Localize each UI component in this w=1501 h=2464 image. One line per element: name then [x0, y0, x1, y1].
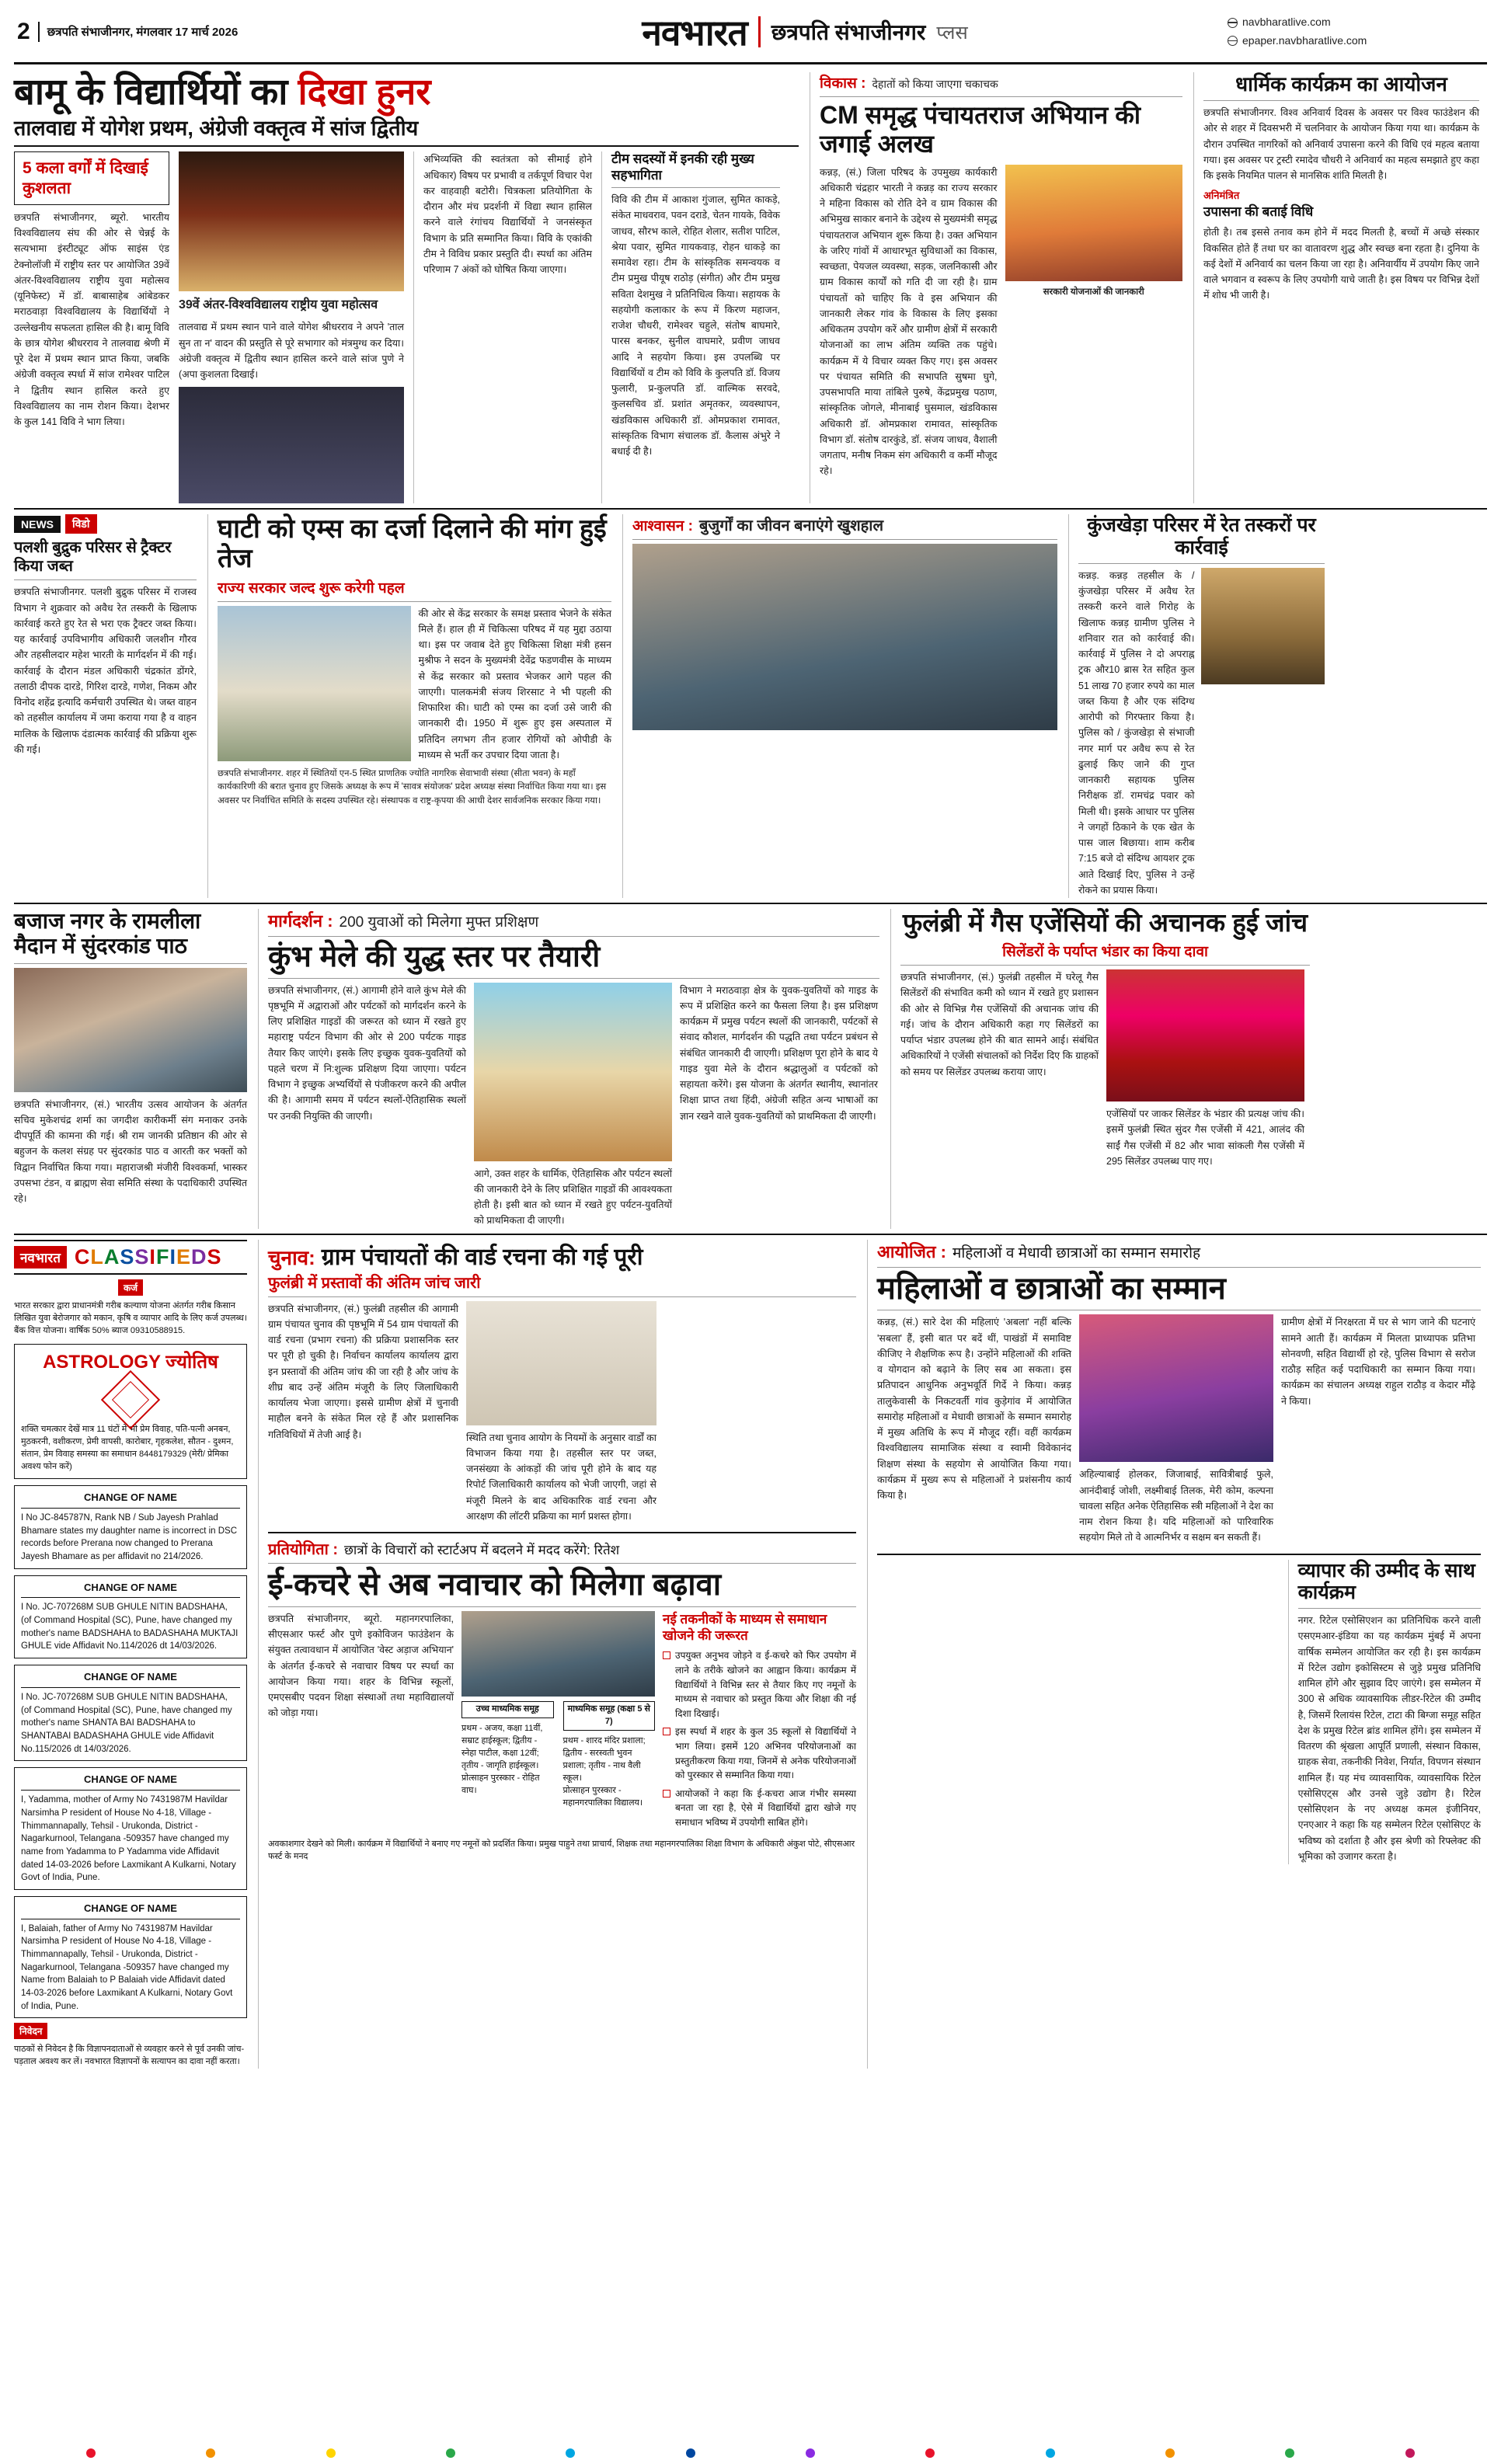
kumbh-kicker [268, 909, 879, 932]
ad-text: I No JC-845787N, Rank NB / Sub Jayesh Prahlad Bhamare states my daughter name is incorrect in DSC records before Prerana now changed to Prerana Jayesh Bhamare as per affidavit no 214/2026. [21, 1512, 238, 1561]
notice-tag: निवेदन [14, 2023, 47, 2039]
change-of-name-ad [14, 1896, 247, 2019]
ewaste-bullet-list [663, 1648, 856, 1829]
color-dot [1405, 2448, 1415, 2458]
ad-text: I, Balaiah, father of Army No 7431987M Havildar Narsimha P resident of House No 4-18, Village - Thimmannapally, Tehsil - Urukonda, District - Nagarkurnool, Telangana -509357 have changed my Name from Balaiah to P Balaiah vide Affidavit dated 14-03-2026 before Laxmikant A Kulkarni, Notary Govt of India, Pune. [21, 1923, 233, 2011]
ewaste-award-secondary [563, 1701, 656, 1810]
panchayat-kicker: चुनाव: [268, 1245, 315, 1269]
women-photo [1079, 1314, 1273, 1462]
list-item: इस स्पर्धा में शहर के कुल 35 स्कूलों से विद्यार्थियों ने भाग लिया। इसमें 120 अभिनव परियोजनाओं का प्रस्तुतीकरण किया गया, जिनमें से अनेक परियोजनाओं को पुरस्कार से सम्मानित किया गया। [663, 1724, 856, 1782]
award-group-extra: प्रोत्साहन पुरस्कार - रोहित वाघ। [461, 1773, 540, 1795]
news-chip: NEWS [14, 516, 61, 533]
classifieds-brand: नवभारत [14, 1246, 67, 1269]
ghati-photo [218, 606, 411, 761]
page-number: 2 [17, 19, 30, 44]
sand-photo [1201, 568, 1325, 684]
trade-row [877, 1560, 1481, 1865]
color-dot [326, 2448, 336, 2458]
cm-photo-caption: सरकारी योजनाओं की जानकारी [1043, 287, 1144, 297]
cm-kicker-text: देहातों को किया जाएगा चकाचक [872, 78, 998, 90]
kumbh-story [258, 909, 879, 1229]
masthead-websites [1228, 13, 1484, 50]
trade-spacer [877, 1560, 1279, 1865]
cm-headline: CM समृद्ध पंचायतराज अभियान की जगाई अलख [820, 101, 1141, 158]
ewaste-right-head: नई तकनीकों के माध्यम से समाधान खोजने की जरूरत [663, 1611, 827, 1644]
panchayat-photo [466, 1301, 656, 1425]
gas-body1: छत्रपति संभाजीनगर, (सं.) फुलंब्री तहसील में घरेलू गैस सिलेंडरों की संभावित कमी को ध्यान में रखते हुए प्रशासन की ओर से विभिन्न गैस एजेंसियों की अचानक जांच की गई। जांच के दौरान अधिकारी कहा गए सिलेंडरों का पर्याप्त भंडार उपलब्ध होने की बात सामने आई। संबंधित अधिकारियों ने एजेंसी संचालकों को निर्देश दिए कि ग्राहकों को समय पर सिलेंडर उपलब्ध कराया जाए। [900, 972, 1099, 1077]
ewaste-kicker-text: छात्रों के विचारों को स्टार्टअप में बदलने में मदद करेंगे: रितेश [343, 1543, 620, 1558]
masthead-plus: प्लस [936, 22, 968, 44]
elders-story [622, 514, 1057, 898]
lead-headline-part1: बामू के विद्यार्थियों का [14, 71, 298, 112]
astrology-title: ASTROLOGY ज्योतिष [43, 1351, 218, 1373]
lead-photo-secondary [179, 387, 404, 503]
color-dot [86, 2448, 96, 2458]
color-dot [446, 2448, 455, 2458]
reader-notice [14, 2023, 247, 2069]
color-dot [206, 2448, 215, 2458]
trade-story [1288, 1560, 1481, 1865]
color-dot [806, 2448, 815, 2458]
award-group-extra: प्रोत्साहन पुरस्कार - महानगरपालिका विद्यालय। [562, 1785, 643, 1808]
elders-photo [632, 544, 1057, 730]
color-dot [1165, 2448, 1175, 2458]
panchayat-story [268, 1240, 856, 1525]
lead-photo [179, 151, 404, 291]
notice-text: पाठकों से निवेदन है कि विज्ञापनदाताओं से व्यवहार करने से पूर्व उनकी जांच-पड़ताल अवश्य कर लें। नवभारत विज्ञापनों के सत्यापन का दावा नहीं करता। [14, 2045, 245, 2067]
kumbh-body3: आगे, उक्त शहर के धार्मिक, ऐतिहासिक और पर्यटन स्थलों की जानकारी देने के लिए प्रशिक्षित गाइडों की आवश्यकता होती है। इसी बात को ध्यान में रखते हुए पर्यटन-युवतियों को प्राथमिकता दी जाएगी। [474, 1168, 672, 1227]
lead-subheadline: तालवाद्य में योगेश प्रथम, अंग्रेजी वक्तृत्व में सांज द्वितीय [14, 117, 419, 141]
classifieds-title: CLASSIFIEDS [74, 1244, 222, 1269]
ad-title: CHANGE OF NAME [21, 1670, 240, 1688]
masthead-divider [38, 22, 40, 42]
website-main[interactable]: navbharatlive.com [1242, 16, 1331, 29]
gas-agency-story [890, 909, 1310, 1229]
loan-tag: कर्ज [118, 1279, 143, 1296]
women-kicker: आयोजित : [877, 1241, 946, 1262]
ghati-subheadline: राज्य सरकार जल्द शुरू करेगी पहल [218, 579, 405, 597]
cm-body: कन्नड़, (सं.) जिला परिषद के उपमुख्य कार्यकारी अधिकारी चंद्रहार भारती ने कन्नड़ का राज्य सरकार ने महिना विकास को रोति देने व ग्राम विकास की अभिमुख साकार बनाने के उद्देश्य से मुख्यमंत्री समृद्ध पंचायतराज अभियान शुरू किया है। उक्त अभियान के जरिए गांवों में आधारभूत सुविधाओं का विकास, स्वच्छता, पेयजल व्यवस्था, सड़क, जलनिकासी और ग्राम विकास कार्यों को गति दी जा रही है। ग्राम पंचायतों को चाहिए कि वे इस अभियान की जानकारी लेकर गांव के विकास के लिए इसका अधिकतम उपयोग करें और ग्रामीण क्षेत्रों में सरकारी योजनाओं का लाभ अंतिम व्यक्ति तक पहुंचे। कार्यक्रम में ये विचार व्यक्त किए गए। इस अवसर पर पंचायत समिति की सभापति सुषमा घुगे, उपसभापति माया तांबिले पुरुषे, केंद्रप्रमुख पठाण, सांस्कृतिक जोगले, मीनाबाई घुसमाल, खंडविकास अधिकारी डॉ. ओमप्रकाश रामावत, सांस्कृतिक विभाग डॉ. संतोष दारकुंडे, डॉ. संजय जाधव, वैशाली जगताप, मनीष निकम संग अधिकारी व कर्मी मौजूद रहे। [820, 166, 998, 477]
masthead-left [17, 19, 382, 45]
ghati-body: की ओर से केंद्र सरकार के समक्ष प्रस्ताव भेजने के संकेत मिले हैं। हाल ही में चिकित्सा परिषद में यह मुद्दा उठाया था। इस पर जवाब देते हुए चिकित्सा शिक्षा मंत्री हसन मुश्रीफ ने सदन के मुख्यमंत्री देवेंद्र फडणवीस के माध्यम से केंद्र सरकार को प्रस्ताव भेजकर आगे पहल की जाएगी। पालकमंत्री संजय शिरसाट ने भी पहली की शिफारिश की। घाटी को एम्स का दर्जा उसे जारी की जानकारी दी। 1950 में शुरू हुए इस अस्पताल में प्रतिदिन लगभग तीन हजार रोगियों को ओपीडी के माध्यम से भर्ती कर उपचार दिया जाता है। [418, 607, 611, 760]
lead-story [14, 72, 799, 503]
color-dot [925, 2448, 935, 2458]
lead-headline-highlight: दिखा हुनर [298, 71, 431, 112]
lead-photo-text: तालवाद्य में प्रथम स्थान पाने वाले योगेश श्रीधरराव ने अपने 'ताल सुन ता न' वादन की प्रस्तुति से पूरे सभागार को मंत्रमुग्ध कर दिया। अंग्रेजी वक्तृत्व में द्वितीय स्थान हासिल करने वाले सांज पुणे ने (अपा कुशलता दिखाई। [179, 322, 404, 381]
gas-body2: एजेंसियों पर जाकर सिलेंडर के भंडार की प्रत्यक्ष जांच की। इसमें फुलंब्री स्थित सुंदर गैस एजेंसी में 421, आलंद की साईं गैस एजेंसी में 82 और भावा सांकली गैस एजेंसी में 295 सिलेंडर उपलब्ध पाए गए। [1106, 1108, 1304, 1167]
video-chip: विडो [65, 514, 97, 534]
religious-sub-headline: उपासना की बताई विधि [1203, 204, 1314, 220]
women-honour-story [877, 1240, 1481, 1546]
women-body3: ग्रामीण क्षेत्रों में निरक्षरता में घर से भाग जाने की घटनाएं सामने आती हैं। कार्यक्रम में मिलता प्राध्यापक प्रतिभा सोनवणी, सहित विद्यार्थी हो रहे, पुलिस विभाग से सरोज राठौड़ सहित कई पदाधिकारी का सम्मान किया गया। कार्यक्रम का संचालन अध्यक्ष राहुल राठौड़ व केदार मौंढ़े ने किया। [1281, 1317, 1475, 1407]
website-epaper[interactable]: epaper.navbharatlive.com [1242, 34, 1367, 47]
divider [14, 508, 1487, 510]
color-dot [566, 2448, 575, 2458]
kumbh-photo [474, 983, 672, 1161]
women-body2: अहिल्याबाई होलकर, जिजाबाई, सावित्रीबाई फुले, आनंदीबाई जोशी, लक्ष्मीबाई तिलक, मेरी कोम, कल्पना चावला सहित अनेक ऐतिहासिक स्त्री महिलाओं ने देश का नाम रोशन किया है। यदि महिलाओं को पारिवारिक सहयोग मिले तो वे आत्मनिर्भर व सक्षम बन सकती हैं। [1079, 1469, 1273, 1543]
award-group-text: प्रथम - अजय, कक्षा 11वीं, सम्राट हाईस्कूल; द्वितीय - स्नेहा पाटील, कक्षा 12वीं; तृतीय - जागृति हाईस्कूल। [461, 1723, 543, 1770]
change-of-name-ad [14, 1665, 247, 1761]
panchayat-body2: स्थिति तथा चुनाव आयोग के नियमों के अनुसार वार्डों का विभाजन किया गया है। तहसील स्तर पर जब्त, जनसंख्या के आंकड़ों की जांच पूरी होने के बाद यह रिपोर्ट जिलाधिकारी कार्यालय को भेजी जाएगी, जहां से मंजूरी मिलने के बाद अधिकारिक वार्ड रचना और आरक्षण की लॉटरी प्रक्रिया का मार्ग प्रशस्त होगा। [466, 1432, 656, 1522]
lead-col3-body: विवि की टीम में आकाश गुंजाल, सुमित काकड़े, संकेत माधवराव, पवन दराडे, चेतन गायके, विवेक जाधव, सौरभ काले, रोहित शेलार, सतीश पाटिल, श्रेया पवार, सुमित गायकवाड़, रोहन धाकड़े का समावेश रहा। टीम के सांस्कृतिक समन्वयक व टीम प्रमुख पीयूष राठोड़ (संगीत) और टीम प्रमुख सविता देशमुख ने प्रतिनिधित्व किया। सहायक के सहयोगी कलाकार के रूप में किरण महाजन, राजेश चौधरी, रामेश्वर चहुले, संतोष बाघमारे, पारस बनकर, सुनील वाघमारे, प्रवीण जाधव आदि ने सहयोग किया। इस उपलब्धि पर विद्यार्थियों व टीम को विवि के कुलपति डॉ. विजय फुलारी, प्र-कुलपति डॉ. वाल्मिक सरवदे, कुलसचिव डॉ. प्रशांत अमृतकर, व्यवस्थापन, खंडविकास अधिकारी डॉ. ओमप्रकाश रामावत, सांस्कृतिक विभाग संचालक डॉ. कैलास अंभुरे ने बधाई दी है। [611, 194, 780, 458]
lead-headline [14, 72, 799, 110]
religious-sub-kicker: अनिमंत्रित [1203, 190, 1240, 202]
divider [14, 145, 799, 147]
ramlila-story [14, 909, 247, 1229]
kumbh-kicker-label: मार्गदर्शन : [268, 911, 333, 931]
globe-icon [1228, 36, 1238, 46]
panchayat-sub: फुलंब्री में प्रस्तावों की अंतिम जांच जारी [268, 1274, 481, 1292]
kumbh-body2: विभाग ने मराठवाड़ा क्षेत्र के युवक-युवतियों को गाइड के रूप में प्रशिक्षित करने का फैसला लिया है। इस प्रशिक्षण कार्यक्रम में प्रमुख पर्यटन स्थलों की जानकारी, पर्यटकों से संवाद कौशल, मार्गदर्शन की पद्धति तथा पर्यटन प्रबंधन से संबंधित जानकारी दी जाएगी। प्रशिक्षण पूरा होने के बाद ये गाइड युवा मेले के दौरान श्रद्धालुओं व पर्यटकों को सहायता करेंगे। इस योजना के अंतर्गत स्थानीय, स्थानांतर शिक्षा प्राप्त तथा हिंदी, अंग्रेजी सहित अन्य भाषाओं का ज्ञान रखने वाले युवक-युवतियों को प्राथमिकता दी जाएगी। [680, 984, 878, 1122]
globe-icon [1228, 18, 1238, 28]
tractor-body: छत्रपति संभाजीनगर. पलशी बुद्रुक परिसर में राजस्व विभाग ने शुक्रवार को अवैध रेत तस्करी के खिलाफ कार्रवाई करते हुए रेत से भरा एक ट्रैक्टर जब्त किया। यह कार्रवाई उपविभागीय अधिकारी जलशीन गौरव और तहसीलदार महेश भारती के मार्गदर्शन में की गई। कार्रवाई के दौरान मंडल अधिकारी चंद्रकांत डोंगरे, तलाठी दीपक दारडे, गिरिश दारडे, गणेश, निकम और विनोद शहेंद्र इत्यादि कर्मचारी उपस्थित थे। जब्त वाहन को तहसील कार्यालय में जमा कराया गया है व वाहन मालिक के खिलाफ दंडात्मक कार्रवाई की प्रक्रिया शुरू की गई। [14, 586, 197, 755]
color-dot [1285, 2448, 1294, 2458]
loan-ad-text: भारत सरकार द्वारा प्राधानमंत्री गरीब कल्याण योजना अंतर्गत गरीब किसान लिखित युवा बेरोजगार को मकान, कृषि व व्यापार आदि के लिए कर्ज उपलब्ध। बैंक वित्त योजना। वार्षिक 50% ब्याज 09310588915. [14, 1300, 247, 1335]
change-of-name-ad [14, 1575, 247, 1659]
ewaste-story [268, 1538, 856, 1863]
trade-headline: व्यापार की उम्मीद के साथ कार्यक्रम [1297, 1559, 1475, 1604]
classifieds-header [14, 1240, 247, 1275]
elders-kicker [632, 514, 1057, 535]
ghati-headline: घाटी को एम्स का दर्जा दिलाने की मांग हुई तेज [218, 514, 607, 574]
cm-photo [1005, 165, 1183, 281]
panchayat-body1: छत्रपति संभाजीनगर, (सं.) फुलंब्री तहसील की आगामी ग्राम पंचायत चुनाव की पृष्ठभूमि में 54 ग्राम पंचायतों की वार्ड रचना (प्रभाग रचना) की प्रक्रिया प्रशासनिक स्तर पर पूरी हो चुकी है। निर्वाचन कार्यालय कार्यालय द्वारा इन प्रस्तावों की अंतिम जांच की जा रही है और जांच के शीघ्र बाद उन्हें अंतिम मंजूरी के लिए जिलाधिकारी कार्यालय भेजा जाएगा। इससे ग्रामीण क्षेत्रों में चुनावी माहौल बनने के संकेत मिल रहे हैं और प्रशासनिक गतिविधियों में तेजी आई है। [268, 1303, 458, 1440]
cm-kicker [820, 72, 1182, 92]
ad-title: CHANGE OF NAME [21, 1773, 240, 1791]
gas-headline: फुलंब्री में गैस एजेंसियों की अचानक हुई जांच [902, 908, 1308, 938]
fourth-row [14, 1240, 1487, 2069]
second-row [14, 514, 1487, 898]
religious-body2: होती है। तब इससे तनाव कम होने में मदद मिलती है, बच्चों में अच्छे संस्कार विकसित होते हैं तथा घर का वातावरण शुद्ध और स्वच्छ बना रहता है। दुनिया के कई देशों में अनिवार्य का चलन किया जा रहा है। अनिवार्यीय में उपयोग किए जाने वाले भगवान व स्वरूप के लिए उपयोगी याचे जाती है। इस विषय पर विभिन्न देशों में शोध भी जारी है। [1203, 227, 1479, 301]
astrology-text: शक्ति चमत्कार देखें मात्र 11 घंटों में भी प्रेम विवाह, पति-पत्नी अनबन, मुठकरनी, वशीकरण, प्रेमी वापसी, कारोबार, गृहकलेश, सौतन - दुश्मन, संतान, प्रेम विवाह समस्या का समाधान 8448179329 (मेरी/ प्रेमिका अवश्य फोन करें) [21, 1425, 234, 1472]
elders-kicker-label: आश्वासन : [632, 518, 693, 535]
kumbh-body1: छत्रपति संभाजीनगर, (सं.) आगामी होने वाले कुंभ मेले की पृष्ठभूमि में अद्वाराओं और पर्यटकों को मार्गदर्शन करने के लिए प्रशिक्षित गाइडों की जरूरत को ध्यान में रखते हुए महाराष्ट्र पर्यटन विभाग की ओर से 200 पर्यटक गाइड तैयार किए जाएंगे। इसके लिए इच्छुक युवक-युवतियों को पहले चरण में नि:शुल्क प्रशिक्षण दिया जाएगा। पर्यटन विभाग ने इच्छुक अभ्यर्थियों से पंजीकरण करने की अपील की है। आगामी समय में पर्यटन स्थलों-ऐतिहासिक स्थलों पर उनकी नियुक्ति की जाएगी। [268, 984, 466, 1122]
ramlila-body: छत्रपति संभाजीनगर, (सं.) भारतीय उत्सव आयोजन के अंतर्गत सचिव मुकेशचंद्र शर्मा का जगदीश कारीकर्मी संग मनाकर उनके दीपपूर्ति की कामना की गई। श्री राम जानकी प्रतिष्ठान की ओर से बहुजन के कलश संग्रह पर सुंदरकांड पाठ व आरती कर भक्तों को विद्वान निर्वाचित किया गया। महाराजश्री मंजीरी विश्वकर्मा, भास्कर उपसभा टंडन, व ब्राह्मण सेवा समिति संस्था के पदाधिकारी उपस्थित रहे। [14, 1098, 247, 1205]
ghati-caption: छत्रपति संभाजीनगर. शहर में स्थितियों एन-5 स्थित प्राणतिक ज्योति नागरिक सेवाभावी संस्था (सीता भवन) के महाँ कार्यकारिणी की बरात चुनाव हुए जिसके अध्यक्ष के रूप में 'सावत्र संयोजक' प्रदेश अध्यक्ष संस्था निर्वाचित किया गया था। इस अवसर पर निर्वाचित समिति के सदस्य उपस्थित रहे। संस्थापक व राष्ट्र-कृपया की आधी देशर सार्वजनिक सरकार किया गया। [218, 769, 607, 806]
edition-line: छत्रपति संभाजीनगर, मंगलवार 17 मार्च 2026 [47, 26, 239, 39]
right-lower-column [867, 1240, 1481, 2069]
kumbh-kicker-text: 200 युवाओं को मिलेगा मुफ्त प्रशिक्षण [339, 914, 539, 931]
lead-col2 [413, 151, 592, 503]
cm-kicker-label: विकास : [820, 75, 866, 92]
lead-photo-col [179, 151, 404, 503]
logo-divider [758, 16, 761, 47]
sand-mafia-story [1068, 514, 1325, 898]
ad-title: CHANGE OF NAME [21, 1581, 240, 1599]
middle-lower-column [258, 1240, 856, 2069]
religious-body: छत्रपति संभाजीनगर. विश्व अनिवार्य दिवस के अवसर पर विश्व फाउंडेशन की ओर से शहर में दिवसभरी में चलनिवार के आयोजन किया गया था। कार्यक्रम के दौरान उपस्थित नागरिकों को अनिवार्य उपासना करने की विधि एवं महत्व बताया गया। इस अवसर पर ट्रस्टी रमादेव चौधरी ने अनिवार्य का महत्व समझाते हुए कहा कि इसके नियमित पालन से मानसिक शांति मिलती है। [1203, 107, 1479, 182]
masthead [14, 0, 1487, 64]
lead-sidebox [14, 151, 169, 503]
award-group-title: उच्च माध्यमिक समूह [461, 1701, 554, 1718]
color-dot [1046, 2448, 1055, 2458]
ewaste-photo [461, 1611, 655, 1697]
ewaste-kicker: प्रतियोगिता : [268, 1541, 338, 1559]
trade-body: नगर. रिटेल एसोसिएशन का प्रतिनिधिक करने वाली एसएमआर-इंडिया का यह कार्यक्रम मुंबई में अपना वार्षिक सम्मेलन आयोजित कर रही है। इस कार्यक्रम में रिटेल उद्योग इकोसिस्टम से जुड़े प्रमुख प्रतिनिधि शामिल होंगे और सुझाव दिए जाएंगे। इस सम्मेलन में 300 से अधिक व्यावसायिक लीडर-रिटेल की उम्मीद है, जिसमें रिलायंस रिटेल, टाटा की बिग्जा समूह सहित देश के प्रमुख रिटेल ब्रांड शामिल होंगे। इस सम्मेलन में वितरण की श्रृंखला आपूर्ति प्रणाली, संस्थान विकास, ग्राहक सेवा, तकनीकी निवेश, निर्यात, विपणन संस्थान शामिल हैं। यह मंच व्यावसायिक, व्यावसायिक रिटेल एसोसिएट्स और उनसे जुड़े उद्योग है। रिटेल एसोसिएशन के नए अध्यक्ष कमल इंजीनियर, एनएआर ने कहा कि यह सम्मेलन रिटेल एसोसिएट के भविष्य को दर्शाता है और इस श्रेणी को रिफ्लेक्ट की भूमिका को उजागर करता है। [1297, 1615, 1481, 1862]
color-registration-dots [0, 2448, 1501, 2458]
change-of-name-ad [14, 1767, 247, 1890]
ramlila-headline: बजाज नगर के रामलीला मैदान में सुंदरकांड पाठ [14, 909, 201, 959]
divider [14, 903, 1487, 904]
ewaste-bottom-caption: अवकाशगार देखने को मिली। कार्यक्रम में विद्यार्थियों ने बनाए गए नमूनों को प्रदर्शित किया। प्रमुख पाहुने तथा प्राचार्य, शिक्षक तथा महानगरपालिका शिक्षा विभाग के अधिकारी अंकुश पोटे, सीएसआर फर्स्ट के मनद [268, 1839, 855, 1861]
religious-event-story [1193, 72, 1479, 503]
tractor-headline: पलशी बुद्रुक परिसर से ट्रैक्टर किया जब्त [14, 539, 172, 576]
sidebox-body: छत्रपति संभाजीनगर, ब्यूरो. भारतीय विश्वविद्यालय संघ की ओर से चेन्नई के सत्यभामा इंस्टीट्यूट ऑफ साइंस एंड टेक्नोलॉजी में राष्ट्रीय स्तर पर आयोजित 39वें अंतर-विश्वविद्यालय राष्ट्रीय युवा महोत्सव (यूनिफेस्ट) में डॉ. बाबासाहेब आंबेडकर मराठवाड़ा विश्वविद्यालय के विद्यार्थियों ने उल्लेखनीय सफलता हासिल की है। बामू विवि के छात्र योगेश श्रीधरराव ने तालवाद्य श्रेणी में पूरे देश में प्रथम स्थान प्राप्त किया, जबकि अंग्रेजी वक्तृत्व स्पर्धा में सांज रामेश्वर पाटिल ने द्वितीय स्थान हासिल करते हुए विश्वविद्यालय का नाम रोशन किया। देशभर के कुल 141 विवि ने भाग लिया। [14, 211, 169, 428]
list-item: आयोजकों ने कहा कि ई-कचरा आज गंभीर समस्या बनता जा रहा है, ऐसे में विद्यार्थियों द्वारा खोजे गए समाधान भविष्य में उपयोगी साबित होंगे। [663, 1787, 856, 1830]
change-of-name-ad [14, 1485, 247, 1569]
gas-subheadline: सिलेंडरों के पर्याप्त भंडार का किया दावा [1002, 944, 1208, 961]
ewaste-award-higher [461, 1701, 554, 1810]
color-dot [686, 2448, 695, 2458]
ewaste-body: छत्रपति संभाजीनगर, ब्यूरो. महानगरपालिका, सीएसआर फर्स्ट और पुणे इकोविजन फाउंडेशन के संयुक्त तत्वावधान में आयोजित 'वेस्ट अड़ाज अभियान' के अंतर्गत ई-कचरे से नवाचार विषय पर स्पर्धा का आयोजन किया गया। शहर के विभिन्न स्कूलों, एमएसबीए पदवन शिक्षा संस्थाओं तथा महाविद्यालयों को जोड़ा गया। [268, 1613, 454, 1719]
award-group-title: माध्यमिक समूह (कक्षा 5 से 7) [563, 1701, 656, 1731]
kumbh-headline: कुंभ मेले की युद्ध स्तर पर तैयारी [268, 941, 601, 974]
divider [14, 1234, 1487, 1235]
panchayat-headline: ग्राम पंचायतों की वार्ड रचना की गई पूरी [321, 1244, 643, 1270]
ad-text: I, Yadamma, mother of Army No 7431987M Havildar Narsimha P resident of House No 4-18, Village - Thimmannapally, Tehsil - Urukonda, District - Nagarkurnool, Telangana -509357 have changed my name from Yadamma to P Yadamma vide Affidavit dated 14-03-2026 before Laxmikant A Kulkarni, Notary Govt of India, Pune. [21, 1795, 236, 1883]
women-kicker-text: महिलाओं व मेधावी छात्राओं का सम्मान समारोह [952, 1244, 1201, 1262]
masthead-city: छत्रपति संभाजीनगर [771, 20, 926, 44]
award-group-text: प्रथम - शारद मंदिर प्रशाला; द्वितीय - सरस्वती भुवन प्रशाला; तृतीय - नाथ वैली स्कूल। [562, 1735, 646, 1783]
sand-body: कन्नड़. कन्नड़ तहसील के / कुंजखेड़ा परिसर में अवैध रेत तस्करी करने वाले गिरोह के खिलाफ कन्नड़ ग्रामीण पुलिस ने शनिवार रात को कार्रवाई की। कार्रवाई में पुलिस ने दो अपराह्न ट्रक और10 ब्रास रेत सहित कुल 51 लाख 70 हजार रुपये का माल जब्त किया है और एक संदिग्ध आरोपी को गिरफ्तार किया है। पुलिस को / कुंजखेड़ा से संभाजी नगर मार्ग पर अवैध रूप से रेत ढुलाई किए जाने की गुप्त जानकारी सहायक पुलिस निरीक्षक डॉ. रामचंद्र पवार को मिली थी। इसके आधार पर पुलिस ने जगहों ठिकाने के एक खेत के पास जाल बिछाया। शाम करीब 7:15 बजे दो संदिग्ध आयशर ट्रक आते दिखाई दिए, पुलिस ने उन्हें रोकने का प्रयास किया। [1078, 569, 1195, 896]
ad-title: CHANGE OF NAME [21, 1902, 240, 1919]
ad-text: I No. JC-707268M SUB GHULE NITIN BADSHAHA, (of Command Hospital (SC), Pune, have changed my mother's name SHANTA BAI BADSHAHA to SHANTABAI BADASHAHA GHULE vide Affidavit No.115/2026 dt 14/03/2026. [21, 1692, 232, 1754]
ewaste-headline: ई-कचरे से अब नवाचार को मिलेगा बढ़ावा [268, 1568, 722, 1603]
lead-col3-kicker: टीम सदस्यों में इनकी रही मुख्य सहभागिता [611, 151, 754, 183]
ad-text: I No. JC-707268M SUB GHULE NITIN BADSHAHA, (of Command Hospital (SC), Pune, have changed my mother's name BADSHAHA to BADASHAHA MUKTAJI GHULE vide Affidavit No.114/2026 dt 14/03/2026. [21, 1603, 239, 1651]
list-item: उपयुक्त अनुभव जोड़ने व ई-कचरे को फिर उपयोग में लाने के तरीके खोजने का आह्वान किया। कार्यक्रम में विद्यार्थियों ने विभिन्न स्तर से तैयार किए गए नमूनों के माध्यम से नवाचार को प्रस्तुत किया और शिक्षा की नई दिशा दिखाई। [663, 1648, 856, 1721]
lead-photo-caption: 39वें अंतर-विश्वविद्यालय राष्ट्रीय युवा महोत्सव [179, 298, 378, 312]
cm-panchayat-story [810, 72, 1182, 503]
religious-headline: धार्मिक कार्यक्रम का आयोजन [1235, 72, 1447, 96]
gas-photo [1106, 969, 1304, 1101]
women-body1: कन्नड़, (सं.) सारे देश की महिलाएं 'अबला' नहीं बल्कि 'सबला' हैं, इसी बात पर बदें थीं, पाखंडों में समाविष्ट कीजिए ने शैक्षणिक रूप है। उन्होंने महिलाओं की शक्ति व योगदान को बढ़ाने के लिए सब आ सकता। इस प्रतिपादन आधुनिक अनुभवूर्ति गिर्दे ने किया। कन्नड़ तालुकेवासी के निकटवर्ती गांव कुड़ेगांव में आयोजित समारोह महिलाओं व मेधावी छात्राओं के सम्मान समारोह में मुख्य अतिथि के रूप में मौजूद रहीं। वहीं कार्यक्रम विश्वविद्यालय सामाजिक संस्था व स्वामी विवेकानंद शिक्षण संस्था के सहयोग से आयोजित किया गया। कार्यक्रम में मुख्य रूप से महिलाओं ने प्रशंसनीय कार्य किया है। [877, 1317, 1071, 1502]
masthead-center [382, 8, 1228, 56]
top-section [14, 64, 1487, 503]
sand-headline: कुंजखेड़ा परिसर में रेत तस्करों पर कार्रवाई [1087, 514, 1316, 559]
elders-kicker-text: बुजुर्गों का जीवन बनाएंगे खुशहाल [698, 517, 884, 535]
women-headline: महिलाओं व छात्राओं का सम्मान [877, 1271, 1226, 1306]
ghati-aiims-story [207, 514, 611, 898]
newspaper-logo: नवभारत [642, 12, 747, 53]
ramlila-photo [14, 968, 247, 1092]
astrology-ad [14, 1344, 247, 1480]
third-row [14, 909, 1487, 1229]
lead-col2-body: अभिव्यक्ति की स्वतंत्रता को सीमाई होने अधिकार) विषय पर प्रभावी व तर्कपूर्ण विचार पेश कर वाहवाही बटोरी। चित्रकला प्रतियोगिता के दौरान और मंच प्रदर्शनी में विद्या स्थान हासिल करने वाले रंगांचय विद्यार्थियों ने जनसंस्कृत विभाग के प्रति सम्मानित किया। विवि के एकांकी टीम ने विविध प्रकार प्रस्तुति दी। स्पर्धा का अंतिम परिणाम 7 अंकों को घोषित किया जाएगा। [423, 154, 592, 276]
ad-title: CHANGE OF NAME [21, 1491, 240, 1509]
astrology-symbol-icon [101, 1370, 160, 1429]
classifieds-column [14, 1240, 247, 2069]
lead-col3 [601, 151, 780, 503]
sidebox-title: 5 कला वर्गों में दिखाई कुशलता [23, 159, 148, 197]
tractor-news [14, 514, 197, 898]
